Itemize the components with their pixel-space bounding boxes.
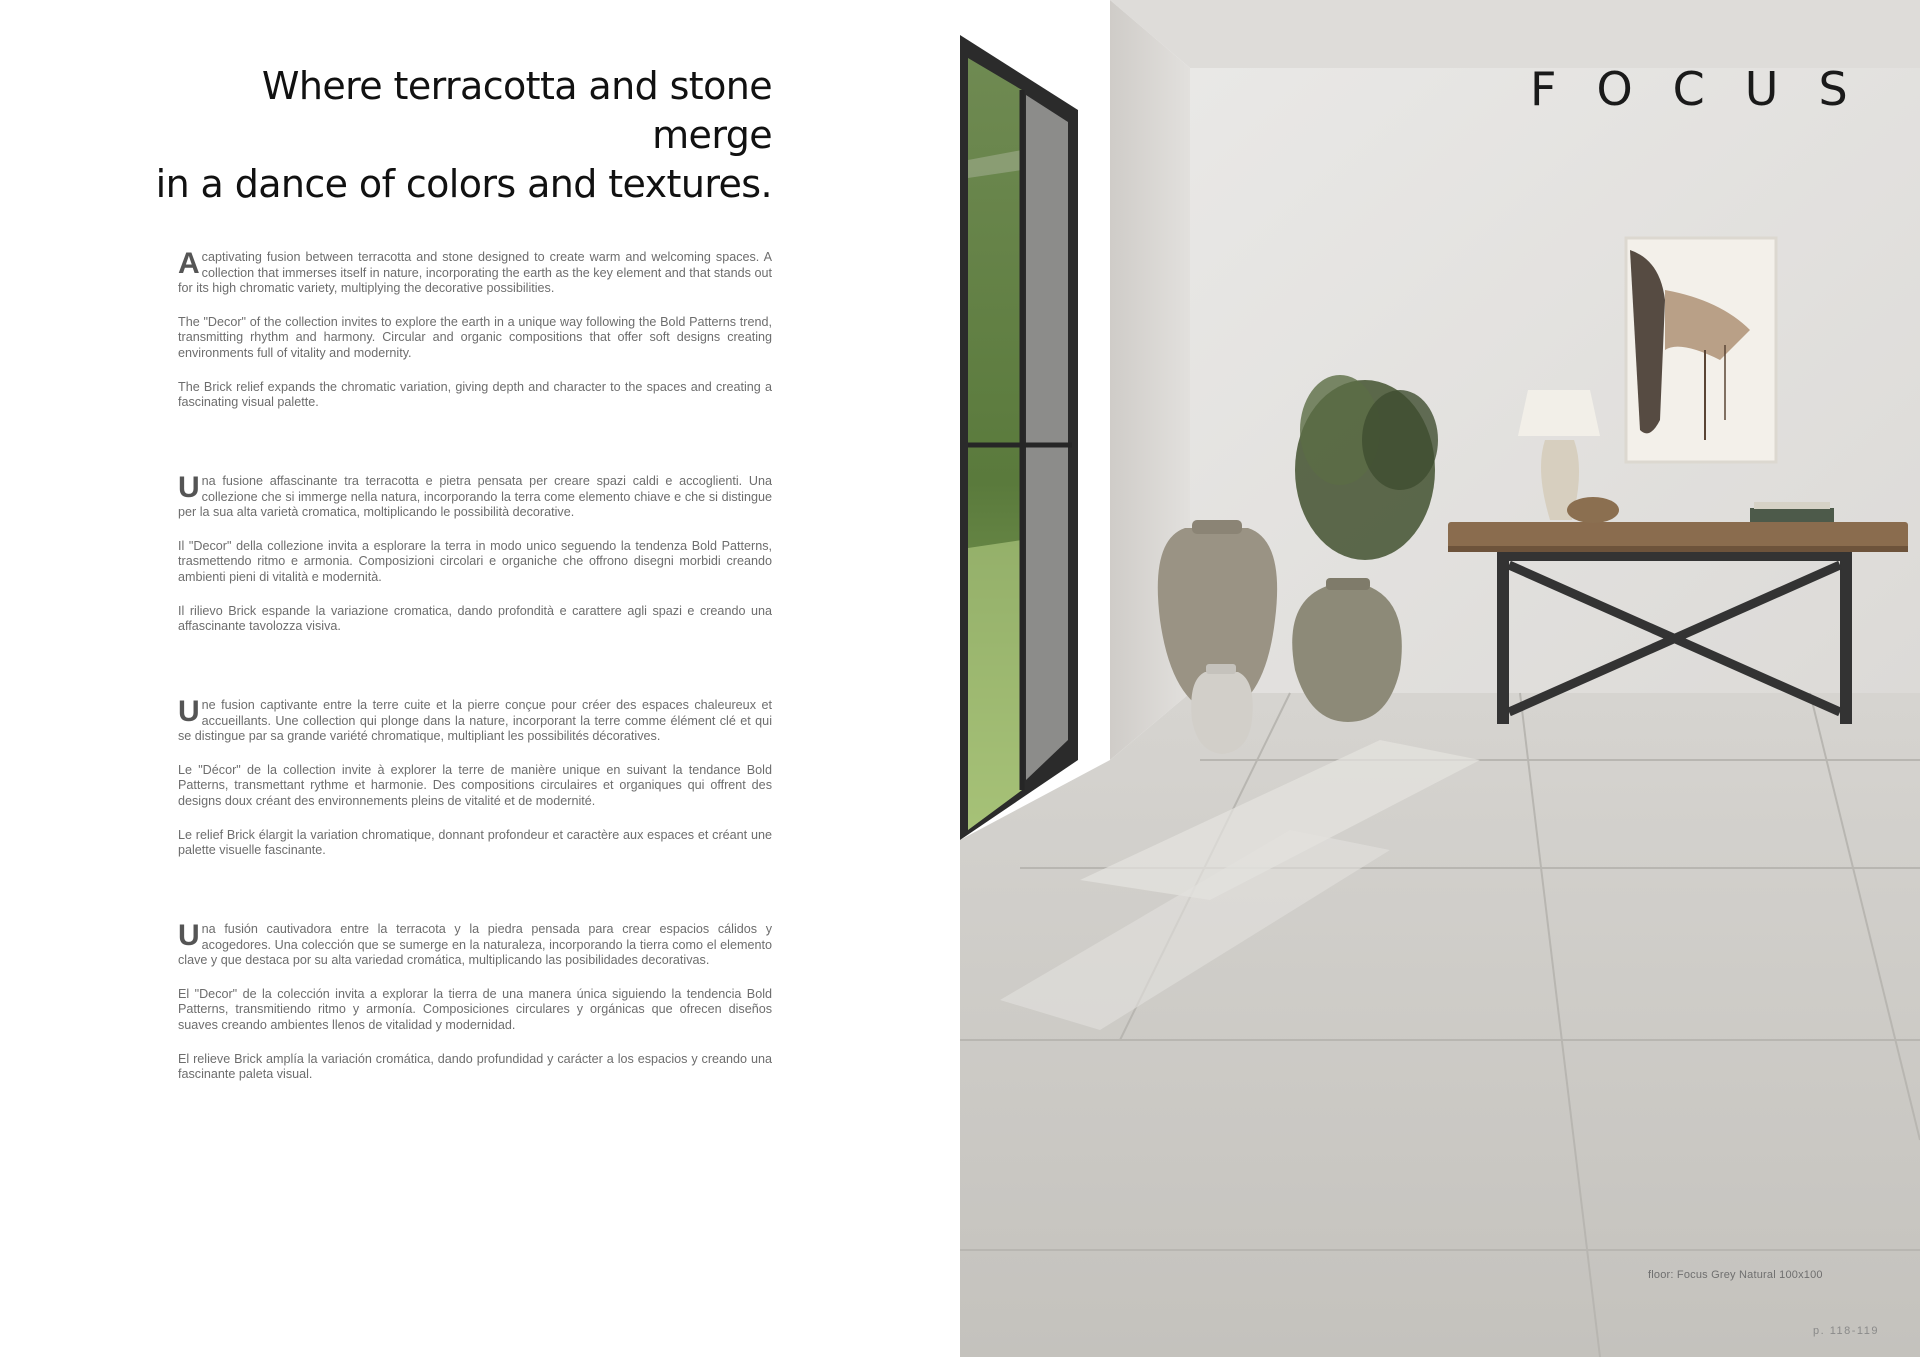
dropcap: U (178, 471, 200, 504)
dropcap: A (178, 247, 200, 280)
photo-caption: floor: Focus Grey Natural 100x100 (1648, 1269, 1823, 1281)
interior-scene-illustration (960, 0, 1920, 1357)
books (1750, 508, 1834, 522)
ceiling (960, 0, 1920, 68)
paragraph: El "Decor" de la colección invita a explorar la tierra de una manera única siguiendo la tendencia Bold Patterns, transmitiendo ritmo y armonía. Composiciones circulares y orgánicas que ofrecen diseños suaves creando ambientes llenos de vitalidad y modernidad. (178, 986, 772, 1032)
dropcap: U (178, 919, 200, 952)
page-number: p. 118-119 (1813, 1325, 1879, 1337)
text-block-english (178, 247, 772, 411)
headline-line-1: Where terracotta and stone merge (261, 64, 772, 157)
stone-pillar (1026, 95, 1068, 780)
small-vase (1191, 672, 1252, 754)
console-table-top (1448, 522, 1908, 550)
paragraph: El relieve Brick amplía la variación cromática, dando profundidad y carácter a los espacios y creando una fascinante paleta visual. (178, 1051, 772, 1082)
headline-line-2: in a dance of colors and textures. (155, 162, 772, 206)
lamp-shade (1518, 390, 1600, 436)
paragraph: Una fusión cautivadora entre la terracota y la piedra pensada para crear espacios cálidos y acogedores. Una colección que se sumerge en la naturaleza, incorporando la tierra como el elemento clave y que destaca por su alta variedad cromática, multiplicando las posibilidades decorativas. (178, 919, 772, 968)
paragraph: Il rilievo Brick espande la variazione cromatica, dando profondità e carattere agli spazi e creando una affascinante tavolozza visiva. (178, 603, 772, 634)
paragraph: Una fusione affascinante tra terracotta e pietra pensata per creare spazi caldi e accoglienti. Una collezione che si immerge nella natura, incorporando la terra come elemento chiave e che si distingue per la sua alta varietà cromatica, moltiplicando le possibilità decorative. (178, 471, 772, 520)
paragraph: Il "Decor" della collezione invita a esplorare la terra in modo unico seguendo la tendenza Bold Patterns, trasmettendo ritmo e armonia. Composizioni circolari e organiche che offrono disegni morbidi creando ambienti pieni di vitalità e modernità. (178, 538, 772, 584)
room-photo (960, 0, 1920, 1357)
paragraph: A captivating fusion between terracotta and stone designed to create warm and welcoming spaces. A collection that immerses itself in nature, incorporating the earth as the key element and that stands out for its high chromatic variety, multiplying the decorative possibilities. (178, 247, 772, 296)
paragraph: Le relief Brick élargit la variation chromatique, donnant profondeur et caractère aux espaces et créant une palette visuelle fascinante. (178, 827, 772, 858)
back-wall (1190, 68, 1920, 693)
brand-logo: FOCUS (1530, 62, 1888, 116)
dropcap: U (178, 695, 200, 728)
paragraph: Le "Décor" de la collection invite à explorer la terre de manière unique en suivant la tendance Bold Patterns, transmettant rythme et harmonie. Des compositions circulaires et organiques qui offrent des designs doux créant des environnements pleins de vitalité et de modernité. (178, 762, 772, 808)
text-block-french (178, 695, 772, 859)
text-block-spanish (178, 919, 772, 1083)
paragraph: Une fusion captivante entre la terre cuite et la pierre conçue pour créer des espaces chaleureux et accueillants. Une collection qui plonge dans la nature, incorporant la terre comme élément clé et qui se distingue par sa grande variété chromatique, multipliant les possibilités décoratives. (178, 695, 772, 744)
headline (150, 62, 772, 209)
bowl (1567, 497, 1619, 523)
text-block-italian (178, 471, 772, 635)
paragraph: The Brick relief expands the chromatic variation, giving depth and character to the spaces and creating a fascinating visual palette. (178, 379, 772, 410)
paragraph: The "Decor" of the collection invites to explore the earth in a unique way following the Bold Patterns trend, transmitting rhythm and harmony. Circular and organic compositions that offer soft designs creating environments full of vitality and modernity. (178, 314, 772, 360)
